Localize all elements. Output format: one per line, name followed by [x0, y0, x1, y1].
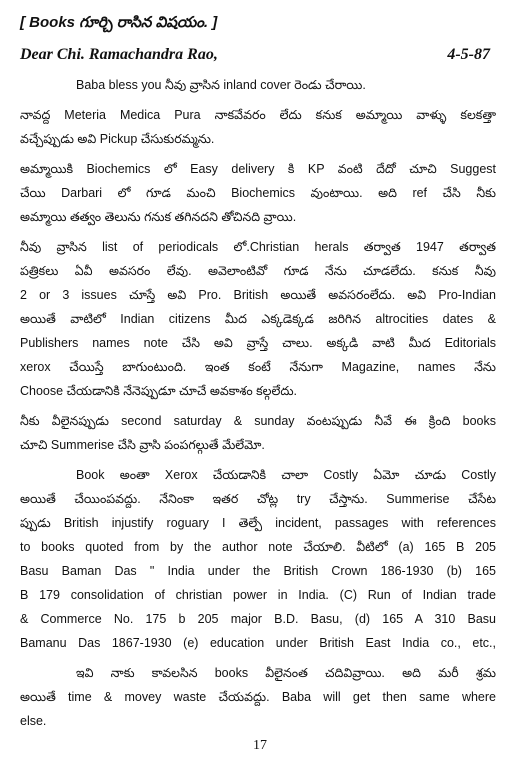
body-line: 2 or 3 issues చూస్తే అవి Pro. British అయితే అవసరంలేదు. అవి Pro-Indian: [20, 288, 496, 302]
body-line: చేయి Darbari లో గూడ మంచి Biochemics వుంటాయి. అది ref చేసి నీకు: [20, 186, 496, 200]
body-line: పత్రికలు ఏవీ అవసరం లేవు. అవెలాంటివో గూడ నేను చూడలేదు. కనుక నీవు: [20, 264, 496, 278]
body-line: నావద్ద Meteria Medica Pura నాకవేవరం లేదు కనుక అమ్మాయి వాళ్ళు కలకత్తా: [20, 108, 496, 122]
page-number: 17: [253, 738, 267, 753]
letter-heading: [ Books గూర్చి రాసిన విషయం. ]: [20, 14, 218, 31]
body-line: & Commerce No. 175 b 205 major B.D. Basu, (d) 165 A 310 Basu: [20, 612, 496, 626]
body-line: Basu Baman Das " India under the British Crown 186-1930 (b) 165: [20, 564, 496, 578]
body-line: Choose చేయడానికి నేనెప్పుడూ చూచే అవకాశం కల్గలేదు.: [20, 384, 297, 398]
body-line: ప్పుడు British injustify roguary I తెల్పే incident, passages with references: [20, 516, 496, 530]
body-line: Book అంతా Xerox చేయడానికి చాలా Costly ఏమో చూడు Costly: [76, 468, 496, 482]
body-line: B 179 consolidation of christian power in India. (C) Run of Indian trade: [20, 588, 496, 602]
salutation: Dear Chi. Ramachandra Rao,: [20, 46, 218, 63]
body-line: Publishers names note చేసి అవి వ్రాస్తే చాలు. అక్కడి వాటి మీద Editorials: [20, 336, 496, 350]
body-line: అమ్మాయి తత్వం తెలును గనుక తగినదని తోచినది వ్రాయి.: [20, 210, 297, 224]
body-line: అయితే చేయింపవద్దు. నేనింకా ఇతర చోట్ల try చేస్తాను. Summerise చేసేట: [20, 492, 496, 506]
body-line: ఇవి నాకు కావలసిన books వీలైనంత చదివివ్రాయి. అది మరీ శ్రమ: [76, 666, 496, 680]
body-line: Bamanu Das 1867-1930 (e) education under British East India co., etc.,: [20, 636, 496, 650]
body-line: వచ్చేప్పుడు అవి Pickup చేసుకురమ్మను.: [20, 132, 215, 146]
body-line: చూచి Summerise చేసి వ్రాసి పంపగల్గుతే మేలేమో.: [20, 438, 265, 452]
body-line: అమ్మాయికి Biochemics లో Easy delivery కి KP వంటి దేదో చూచి Suggest: [20, 162, 496, 176]
body-line: అయితే వాటిలో Indian citizens మీద ఎక్కడెక్కడ జరిగిన altrocities dates &: [20, 312, 496, 326]
body-line: else.: [20, 714, 47, 728]
letter-date: 4-5-87: [447, 46, 490, 63]
body-line: అయితే time & movey waste చేయవద్దు. Baba will get then same where: [20, 690, 496, 704]
body-line: to books quoted from by the author note చేయాలి. వీటిలో (a) 165 B 205: [20, 540, 496, 554]
body-line: Baba bless you నీవు వ్రాసిన inland cover రెండు చేరాయి.: [76, 78, 366, 92]
body-line: నీవు వ్రాసిన list of periodicals లో.Christian herals తర్వాత 1947 తర్వాత: [20, 240, 496, 254]
body-line: xerox చేయిస్తే బాగుంటుంది. ఇంత కంటే నేనుగా Magazine, names నేను: [20, 360, 496, 374]
body-line: నీకు వీలైనప్పుడు second saturday & sunday వంటప్పుడు నీవే ఈ క్రింది books: [20, 414, 496, 428]
